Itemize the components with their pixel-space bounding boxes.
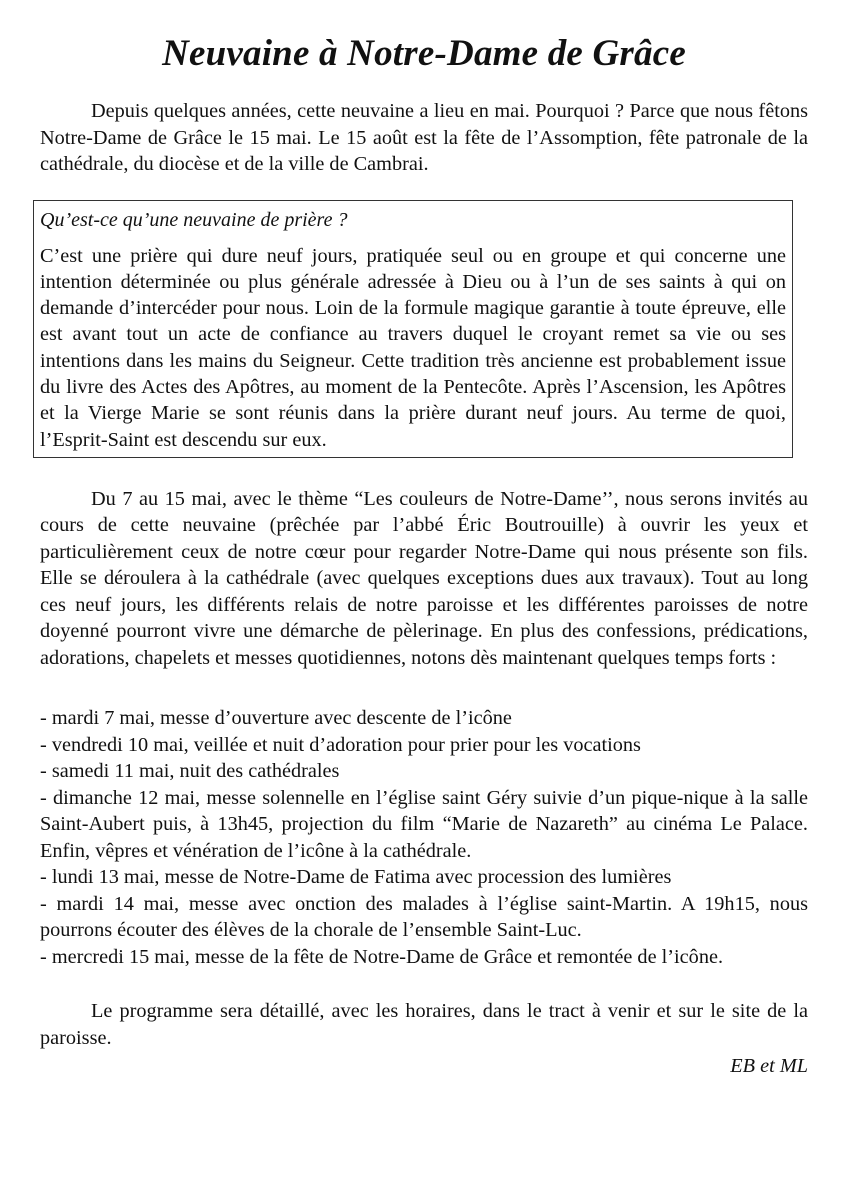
events-list — [40, 705, 808, 970]
event-item: - mercredi 15 mai, messe de la fête de Notre-Dame de Grâce et remontée de l’icône. — [40, 945, 724, 968]
info-box-text: C’est une prière qui dure neuf jours, pratiquée seul ou en groupe et qui concerne une intention déterminée ou plus générale adressée à Dieu ou à l’un de ses saints à qui on demande d’intercéder pour nous. Loin de la formule magique garantie à toute épreuve, elle est avant tout un acte de confiance au travers duquel le croyant remet sa vie ou ses intentions dans les mains du Seigneur. Cette tradition très ancienne est probablement issue du livre des Actes des Apôtres, au moment de la Pentecôte. Après l’Ascension, les Apôtres et la Vierge Marie se sont réunis dans la prière durant neuf jours. Au terme de quoi, l’Esprit-Saint est descendu sur eux. — [40, 244, 786, 451]
document-page — [40, 30, 808, 1079]
event-item: - samedi 11 mai, nuit des cathédrales — [40, 760, 340, 783]
event-item: - vendredi 10 mai, veillée et nuit d’adoration pour prier pour les vocations — [40, 733, 641, 756]
intro-paragraph: Depuis quelques années, cette neuvaine a lieu en mai. Pourquoi ? Parce que nous fêtons Notre-Dame de Grâce le 15 mai. Le 15 août est la fête de l’Assomption, fête patronale de la cathédrale, du diocèse et de la ville de Cambrai. — [40, 100, 808, 175]
program-intro-paragraph: Du 7 au 15 mai, avec le thème “Les couleurs de Notre-Dame’’, nous serons invités au cours de cette neuvaine (prêchée par l’abbé Éric Boutrouille) à ouvrir les yeux et particulièrement ceux de notre cœur pour regarder Notre-Dame qui nous présente son fils. Elle se déroulera à la cathédrale (avec quelques exceptions dues aux travaux). Tout au long ces neuf jours, les différents relais de notre paroisse et les différentes paroisses de notre doyenné pourront vivre une démarche de pèlerinage. En plus des confessions, prédications, adorations, chapelets et messes quotidiennes, notons dès maintenant quelques temps forts : — [40, 487, 808, 669]
event-item: - lundi 13 mai, messe de Notre-Dame de Fatima avec procession des lumières — [40, 866, 672, 889]
event-item: - mardi 7 mai, messe d’ouverture avec descente de l’icône — [40, 707, 512, 730]
signature: EB et ML — [730, 1055, 808, 1078]
info-box — [33, 200, 793, 458]
event-item: - dimanche 12 mai, messe solennelle en l’église saint Géry suivie d’un pique-nique à la salle Saint-Aubert puis, à 13h45, projection du film “Marie de Nazareth” au cinéma Le Palace. Enfin, vêpres et vénération de l’icône à la cathédrale. — [40, 786, 808, 862]
closing-paragraph: Le programme sera détaillé, avec les horaires, dans le tract à venir et sur le site de la paroisse. — [40, 1000, 808, 1049]
info-box-heading: Qu’est-ce qu’une neuvaine de prière ? — [40, 208, 348, 231]
event-item: - mardi 14 mai, messe avec onction des malades à l’église saint-Martin. A 19h15, nous pourrons écouter des élèves de la chorale de l’ensemble Saint-Luc. — [40, 892, 808, 942]
document-title: Neuvaine à Notre-Dame de Grâce — [162, 33, 686, 74]
